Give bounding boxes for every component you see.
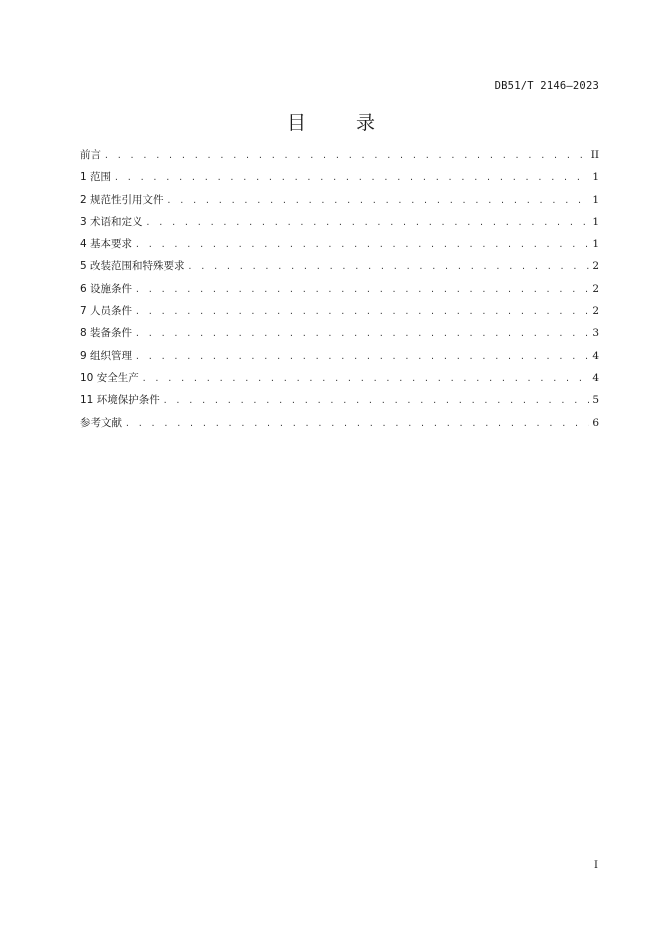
dot-leader xyxy=(135,350,589,364)
dot-leader xyxy=(125,417,589,431)
toc-item-label: 7 人员条件 xyxy=(80,305,133,318)
toc-item-page: 6 xyxy=(592,416,599,429)
toc-item-label: 8 装备条件 xyxy=(80,327,133,340)
toc-item-label: 5 改装范围和特殊要求 xyxy=(80,260,185,273)
toc-item-label: 6 设施条件 xyxy=(80,282,133,295)
toc-item-page: 1 xyxy=(592,171,599,184)
dot-leader xyxy=(167,194,590,208)
toc-item-normative-references[interactable] xyxy=(80,191,599,213)
toc-item-terms-definitions[interactable] xyxy=(80,213,599,235)
dot-leader xyxy=(163,394,590,408)
toc-item-page: 1 xyxy=(592,238,599,251)
toc-item-organization-management[interactable] xyxy=(80,347,599,369)
toc-item-page: 5 xyxy=(592,394,599,407)
toc-item-page: II xyxy=(590,149,599,161)
toc-item-modification-scope[interactable] xyxy=(80,257,599,279)
toc-item-basic-requirements[interactable] xyxy=(80,235,599,257)
toc-item-label: 11 环境保护条件 xyxy=(80,394,160,407)
toc-list xyxy=(80,146,599,436)
dot-leader xyxy=(142,372,590,386)
toc-item-page: 4 xyxy=(592,371,599,384)
dot-leader xyxy=(135,238,589,252)
toc-item-page: 2 xyxy=(592,260,599,273)
toc-item-page: 1 xyxy=(592,215,599,228)
dot-leader xyxy=(135,283,589,297)
toc-item-label: 9 组织管理 xyxy=(80,349,133,362)
dot-leader xyxy=(188,260,590,274)
toc-item-safety-production[interactable] xyxy=(80,369,599,391)
dot-leader xyxy=(146,216,590,230)
toc-item-label: 前言 xyxy=(80,149,101,161)
toc-item-foreword[interactable] xyxy=(80,146,599,168)
toc-item-equipment-conditions[interactable] xyxy=(80,324,599,346)
toc-item-page: 3 xyxy=(592,327,599,340)
toc-item-label: 3 术语和定义 xyxy=(80,215,143,228)
toc-item-environmental-protection[interactable] xyxy=(80,391,599,413)
document-code: DB51/T 2146—2023 xyxy=(494,80,599,92)
toc-item-label: 4 基本要求 xyxy=(80,238,133,251)
dot-leader xyxy=(135,327,589,341)
toc-item-page: 2 xyxy=(592,305,599,318)
dot-leader xyxy=(135,305,589,319)
page-number: I xyxy=(594,860,598,871)
dot-leader xyxy=(104,149,588,163)
toc-item-page: 2 xyxy=(592,282,599,295)
toc-item-personnel-conditions[interactable] xyxy=(80,302,599,324)
toc-item-page: 4 xyxy=(592,349,599,362)
toc-item-label: 1 范围 xyxy=(80,171,112,184)
toc-item-facility-conditions[interactable] xyxy=(80,280,599,302)
toc-title: 目 录 xyxy=(286,112,398,134)
toc-item-label: 参考文献 xyxy=(80,416,122,429)
toc-item-scope[interactable] xyxy=(80,168,599,190)
toc-item-page: 1 xyxy=(592,193,599,206)
dot-leader xyxy=(114,171,589,185)
toc-item-bibliography[interactable] xyxy=(80,414,599,436)
toc-item-label: 10 安全生产 xyxy=(80,371,139,384)
toc-item-label: 2 规范性引用文件 xyxy=(80,193,164,206)
